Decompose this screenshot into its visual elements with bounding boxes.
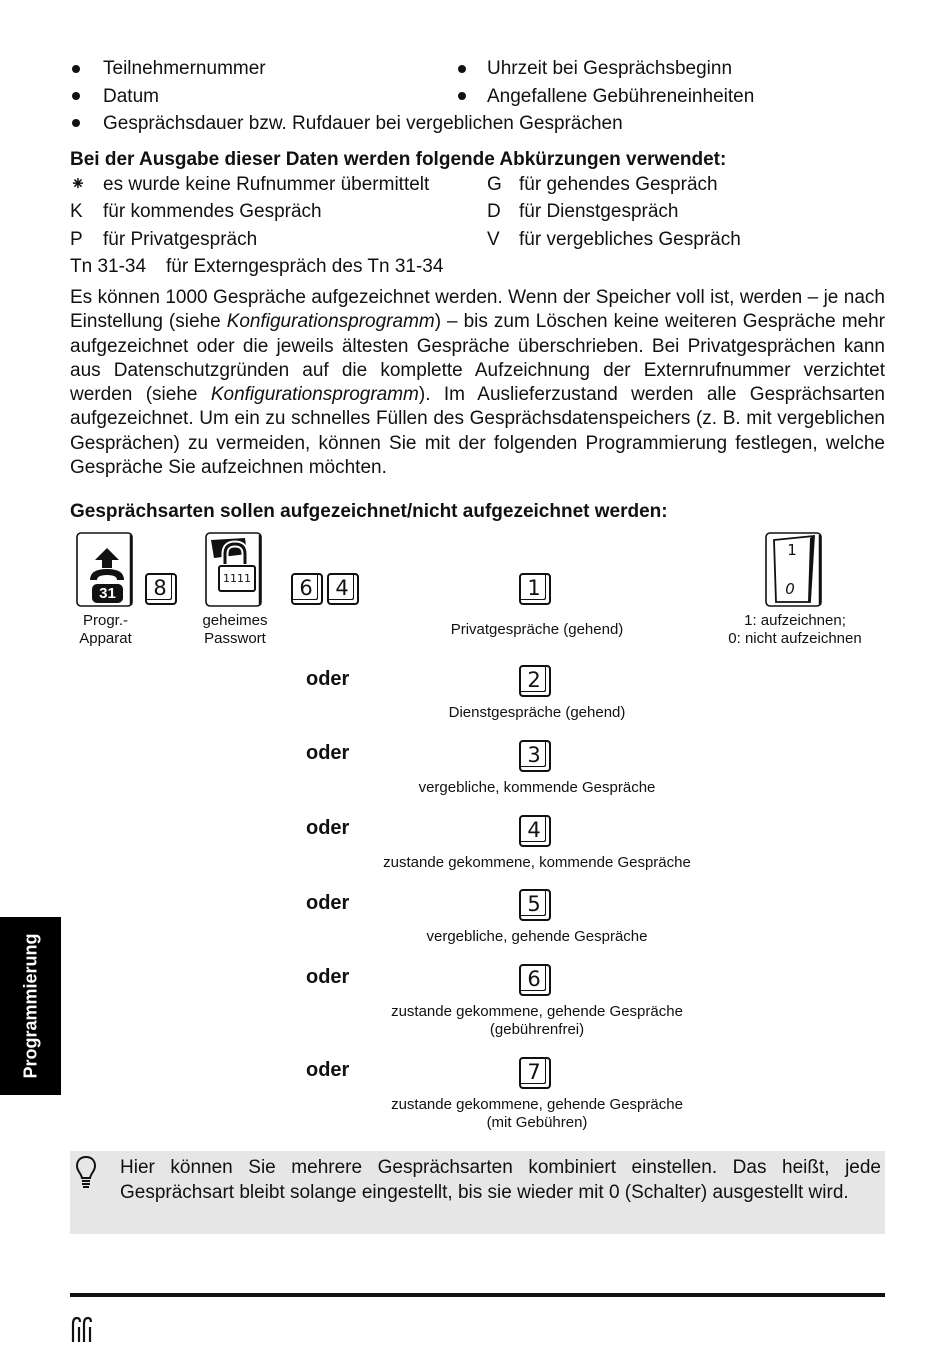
info-paragraph bbox=[70, 286, 885, 480]
tip-box bbox=[70, 1151, 885, 1234]
abbr-key: P bbox=[70, 229, 83, 250]
bullet-dot bbox=[72, 92, 80, 100]
or-label: oder bbox=[306, 1059, 350, 1081]
caption-line: (gebührenfrei) bbox=[489, 1021, 585, 1038]
abbr-value: für gehendes Gespräch bbox=[519, 174, 718, 195]
paragraph-text: ) – bis zum Löschen keine weiteren Gespräche mehr aufgezeichnet oder die jeweils ältesten Gespräche überschrieben. Bei Privatgesprächen kann aus Datenschutzgründen auf die komplette Aufzeichnung der Externrufnummer verzichtet werden (siehe bbox=[70, 311, 886, 406]
caption-line: vergebliche, kommende Gespräche bbox=[418, 779, 656, 796]
caption-line: zustande gekommene, gehende Gespräche bbox=[391, 1096, 683, 1113]
option-key-4[interactable] bbox=[519, 815, 551, 847]
bullet-uhrzeit: Uhrzeit bei Gesprächsbeginn bbox=[487, 58, 733, 79]
caption-line: Dienstgespräche (gehend) bbox=[448, 704, 626, 721]
key-label: 5 bbox=[527, 891, 541, 916]
key-label: 8 bbox=[153, 575, 167, 600]
caption-line: Passwort bbox=[204, 630, 266, 647]
abbr-value: für vergebliches Gespräch bbox=[519, 229, 741, 250]
abbr-tn-value: für Externgespräch des Tn 31-34 bbox=[166, 256, 444, 277]
caption-line: Apparat bbox=[79, 630, 132, 647]
bullet-datum: Datum bbox=[103, 86, 159, 107]
option-caption-5 bbox=[337, 928, 737, 946]
option-key-7[interactable] bbox=[519, 1057, 551, 1089]
caption-line: 0: nicht aufzeichnen bbox=[728, 630, 862, 647]
abbr-value: es wurde keine Rufnummer übermittelt bbox=[103, 174, 430, 195]
abbr-value: für kommendes Gespräch bbox=[103, 201, 322, 222]
or-label: oder bbox=[306, 817, 350, 839]
option-caption-7 bbox=[337, 1096, 737, 1132]
option-key-5[interactable] bbox=[519, 889, 551, 921]
bullet-dot bbox=[458, 92, 466, 100]
phone-number-label: 31 bbox=[99, 585, 116, 602]
brand-logo-icon bbox=[70, 1315, 94, 1343]
on-off-switch[interactable] bbox=[765, 532, 822, 607]
key-label: 4 bbox=[335, 575, 349, 600]
key-label: 6 bbox=[299, 575, 313, 600]
tip-text: Hier können Sie mehrere Gesprächsarten kombiniert einstellen. Das heißt, jede Gesprächsart bleibt solange eingestellt, bis sie wieder mit 0 (Schalter) ausgestellt wird. bbox=[120, 1157, 881, 1203]
lightbulb-icon bbox=[75, 1155, 97, 1191]
option-caption-3 bbox=[337, 779, 737, 797]
option-caption-1 bbox=[337, 621, 737, 639]
section-tab bbox=[0, 917, 61, 1095]
key-4[interactable] bbox=[327, 573, 359, 605]
reference-konfigurationsprogramm: Konfigurationsprogramm bbox=[210, 384, 419, 406]
caption-line: vergebliche, gehende Gespräche bbox=[426, 928, 648, 945]
option-key-6[interactable] bbox=[519, 964, 551, 996]
bullet-dot bbox=[458, 65, 466, 73]
key-label: 4 bbox=[527, 817, 541, 842]
option-key-2[interactable] bbox=[519, 665, 551, 697]
paragraph-text: ). Im Auslieferzustand werden alle Gesprächsarten aufgezeichnet. Um ein zu schnelles Füllen des Gesprächsdatenspeichers (z. B. mit vergeblichen Gesprächen) zu vermeiden, können Sie mit der folgenden Programmierung festlegen, welche Gespräche Sie aufzeichnen möchten. bbox=[70, 384, 885, 479]
switch-off-label: 0 bbox=[785, 580, 795, 598]
bullet-gespraechsdauer: Gesprächsdauer bzw. Rufdauer bei vergeblichen Gesprächen bbox=[103, 113, 623, 134]
or-label: oder bbox=[306, 668, 350, 690]
or-label: oder bbox=[306, 742, 350, 764]
option-caption-4 bbox=[337, 854, 737, 872]
section-heading: Gesprächsarten sollen aufgezeichnet/nicht aufgezeichnet werden: bbox=[70, 501, 668, 522]
abbr-heading: Bei der Ausgabe dieser Daten werden folgende Abkürzungen verwendet: bbox=[70, 149, 727, 170]
abbr-tn-key: Tn 31-34 bbox=[70, 256, 147, 277]
caption-line: zustande gekommene, gehende Gespräche bbox=[391, 1003, 683, 1020]
abbr-key: D bbox=[487, 201, 501, 222]
key-label: 6 bbox=[527, 966, 541, 991]
programming-phone-icon bbox=[76, 532, 133, 607]
bullet-dot bbox=[72, 119, 80, 127]
option-caption-6 bbox=[337, 1003, 737, 1039]
caption-line: Privatgespräche (gehend) bbox=[450, 621, 624, 638]
abbr-key: K bbox=[70, 201, 83, 222]
caption-line: geheimes bbox=[202, 612, 268, 629]
abbr-value: für Dienstgespräch bbox=[519, 201, 679, 222]
abbr-key: G bbox=[487, 174, 502, 195]
key-label: 1 bbox=[527, 575, 541, 600]
key-8[interactable] bbox=[145, 573, 177, 605]
caption-line: 1: aufzeichnen; bbox=[744, 612, 846, 629]
key-6[interactable] bbox=[291, 573, 323, 605]
bullet-teilnehmernummer: Teilnehmernummer bbox=[103, 58, 266, 79]
key-label: 2 bbox=[527, 667, 541, 692]
option-key-3[interactable] bbox=[519, 740, 551, 772]
section-tab-label: Programmierung bbox=[20, 933, 40, 1079]
footer-rule bbox=[70, 1293, 885, 1297]
key-label: 7 bbox=[527, 1059, 541, 1084]
caption-line: zustande gekommene, kommende Gespräche bbox=[383, 854, 691, 871]
abbr-value: für Privatgespräch bbox=[103, 229, 258, 250]
bullet-dot bbox=[72, 65, 80, 73]
or-label: oder bbox=[306, 892, 350, 914]
lock-code-label: 1111 bbox=[223, 572, 251, 585]
padlock-icon bbox=[205, 532, 262, 607]
switch-on-label: 1 bbox=[787, 541, 797, 559]
caption-line: (mit Gebühren) bbox=[486, 1114, 588, 1131]
option-key-1[interactable] bbox=[519, 573, 551, 605]
paragraph-text: Es können 1000 Gespräche aufgezeichnet werden. Wenn der Speicher voll ist, werden – je nach Einstellung (siehe bbox=[70, 287, 885, 333]
or-label: oder bbox=[306, 966, 350, 988]
bullet-gebuehren: Angefallene Gebühreneinheiten bbox=[487, 86, 755, 107]
key-label: 3 bbox=[527, 742, 541, 767]
abbr-key: ⁕ bbox=[70, 174, 86, 195]
caption-line: Progr.- bbox=[82, 612, 128, 629]
reference-konfigurationsprogramm: Konfigurationsprogramm bbox=[226, 311, 435, 333]
password-caption bbox=[186, 612, 284, 648]
abbr-key: V bbox=[487, 229, 500, 250]
password-lock bbox=[205, 532, 262, 607]
option-caption-2 bbox=[337, 704, 737, 722]
phone-caption bbox=[60, 612, 151, 648]
